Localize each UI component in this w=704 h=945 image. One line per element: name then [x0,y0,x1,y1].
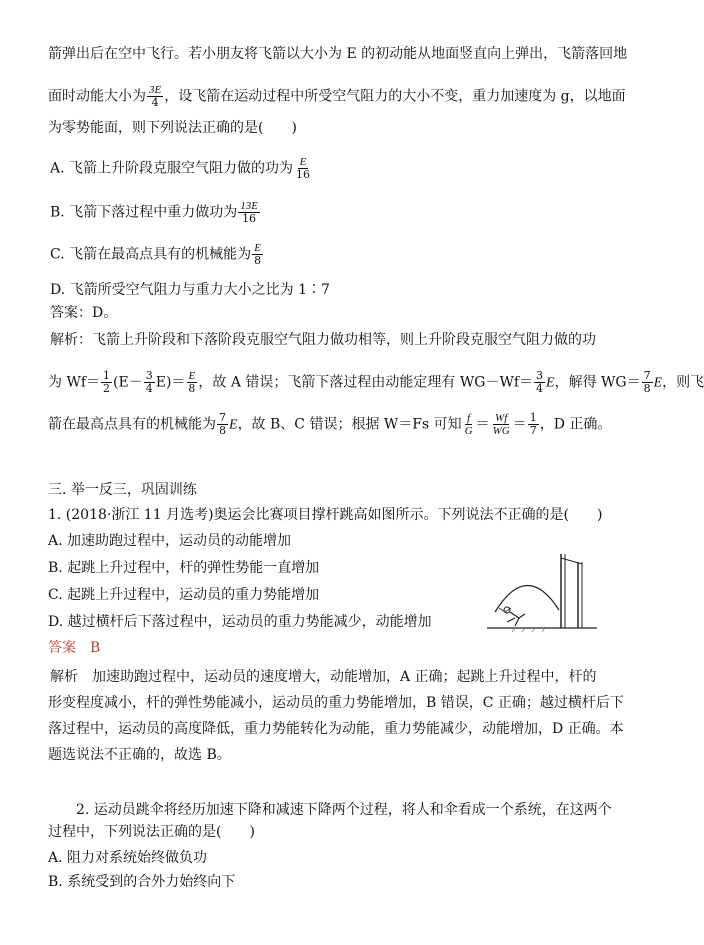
fraction-3-4: $\frac{3}{4}$ [145,369,153,395]
fraction-3-4-b: $\frac{3}{4}$ [536,369,544,395]
intro-line-2a: 面时动能大小为 [48,88,146,105]
problem-1-analysis-1: 解析 加速助跑过程中，运动员的速度增大，动能增加，A 正确；起跳上升过程中，杆的 [50,669,597,685]
vaulter [499,607,525,626]
problem-1-option-b: B. 起跳上升过程中，杆的弹性势能一直增加 [48,560,320,576]
fraction-7-8: $\frac{7}{8}$ [643,369,651,395]
fraction-3e-4: $\frac{3E}{4}$ [149,84,162,109]
intro-line-2 [48,84,626,109]
fraction-7-8-b: $\frac{7}{8}$ [219,411,226,437]
problem-2-stem-1: 2. 运动员跳伞将经历加速下降和减速下降两个过程，将人和伞看成一个系统，在这两个 [76,802,612,818]
fraction-wf-wg: $\frac{Wf}{WG}$ [492,412,510,437]
problem-2-option-b: B. 系统受到的合外力始终向下 [48,874,236,890]
problem-1-option-c: C. 起跳上升过程中，运动员的重力势能增加 [48,587,320,603]
fraction-half: $\frac{1}{2}$ [103,369,111,395]
intro-line-3: 为零势能面，则下列说法正确的是( ) [48,120,297,136]
problem-1-analysis-2: 形变程度减小，杆的弹性势能减小，运动员的重力势能增加，B 错误，C 正确；越过横杆后下 [48,695,624,711]
option-a: A. 飞箭上升阶段克服空气阻力做的功为 $\frac{E}{16}$ [50,156,311,181]
option-b: B. 飞箭下落过程中重力做功为 $\frac{13E}{16}$ [50,200,258,225]
option-d: D. 飞箭所受空气阻力与重力大小之比为 1∶7 [50,282,330,298]
problem-1-option-d: D. 越过横杆后下落过程中，运动员的重力势能减少，动能增加 [48,614,432,630]
problem-2-stem-2: 过程中，下列说法正确的是( ) [48,824,255,840]
problem-1-option-a: A. 加速助跑过程中，运动员的动能增加 [48,533,292,549]
fraction-1-7: $\frac{1}{7}$ [529,411,537,437]
problem-2-option-a: A. 阻力对系统始终做负功 [48,850,208,866]
crossbar [561,558,582,564]
problem-1-analysis-3: 落过程中，运动员的高度降低，重力势能转化为动能，重力势能减少，动能增加，D 正确。本 [48,721,624,737]
fraction-e-16: $\frac{E}{16}$ [296,156,311,181]
answer-1: 答案：D。 [50,305,118,321]
fraction-13e-16: $\frac{13E}{16}$ [240,200,258,225]
option-c: C. 飞箭在最高点具有的机械能为 $\frac{E}{8}$ [50,242,262,267]
intro-line-1: 箭弹出后在空中飞行。若小朋友将飞箭以大小为 E 的初动能从地面竖直向上弹出，飞箭落回地 [48,46,628,62]
problem-1-stem: 1. (2018·浙江 11 月选考)奥运会比赛项目撑杆跳高如图所示。下列说法不正确的是( ) [48,507,603,523]
analysis-line-2: 为 Wf＝ $\frac{1}{2}$ (E－ $\frac{3}{4}$ E)＝ $\frac{E}{8}$ ，故 A 错误；飞箭下落过程由动能定理有 WG－Wf＝ $\frac{3}{4}$ E，解得 WG＝ $\frac{7}{8}$ E，则飞 [48,369,704,395]
fraction-e-8-b: $\frac{E}{8}$ [188,370,196,395]
section-heading: 三. 举一反三，巩固训练 [48,482,197,498]
analysis-line-1: 解析：飞箭上升阶段和下落阶段克服空气阻力做功相等，则上升阶段克服空气阻力做的功 [50,332,596,348]
pole-vault-figure [485,548,600,633]
fraction-f-g: $\frac{f}{G}$ [464,412,473,437]
problem-1-analysis-4: 题选说法不正确的，故选 B。 [48,747,231,763]
analysis-line-3: 箭在最高点具有的机械能为 $\frac{7}{8}$ E，故 B、C 错误；根据 W＝Fs 可知 $\frac{f}{G}$ ＝ $\frac{Wf}{WG}$ ＝ $\frac{1}{7}$ ，D 正确。 [48,411,612,437]
problem-1-answer: 答案 B [48,640,101,656]
fraction-e-8: $\frac{E}{8}$ [254,242,262,267]
intro-line-2b: ，设飞箭在运动过程中所受空气阻力的大小不变，重力加速度为 g，以地面 [164,88,626,105]
